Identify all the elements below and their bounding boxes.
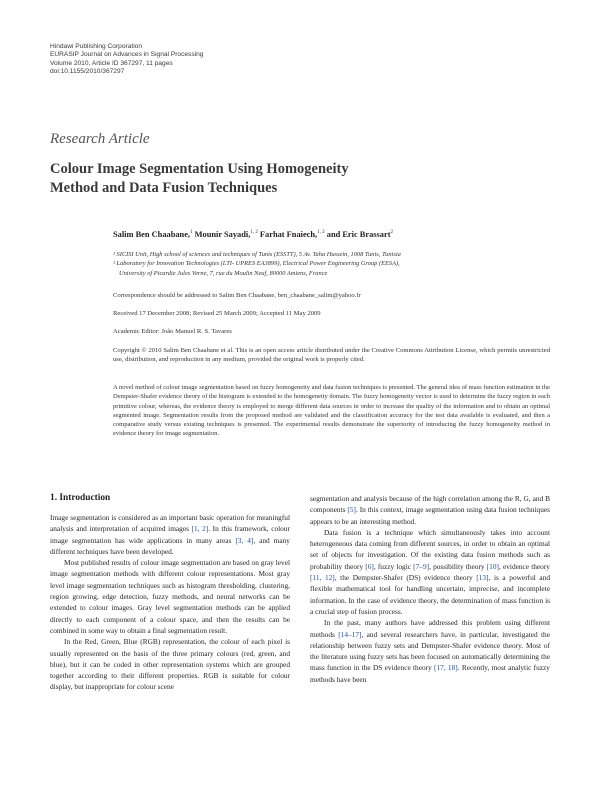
text: segmentation and analysis because of the high correlation among the R, G, and B components: [310, 494, 550, 515]
copyright-notice: Copyright © 2010 Salim Ben Chaabane et al. This is an open access article distributed under the Creative Commons Attribution License, which permits unrestricted use, distribution, and reproduction in any medium, provided the original work is properly cited.: [113, 347, 550, 364]
citation-link[interactable]: [3, 4]: [235, 535, 254, 545]
left-column: [50, 512, 290, 693]
text: In the past, many authors have addressed this problem using different methods: [310, 618, 550, 639]
author-list: [113, 230, 393, 239]
text: , evidence theory: [498, 561, 550, 571]
text: . In this context, image segmentation using data fusion techniques appears to be an interesting method.: [310, 505, 550, 526]
text: , possibility theory: [429, 561, 487, 571]
author-name: Mounir Sayadi,: [192, 230, 251, 239]
text: , is a powerful and flexible mathematical tool for handling uncertain, imprecise, and incomplete information. In the case of evidence theory, the determination of mass function is a crucial step of fusion process.: [310, 573, 550, 616]
section-heading: 1. Introduction: [50, 493, 111, 503]
paragraph: [310, 527, 550, 617]
title-line-2: Method and Data Fusion Techniques: [50, 180, 278, 196]
affiliation-2-cont: University of Picardie Jules Verne, 7, rue du Moulin Neuf, 80000 Amiens, France: [119, 269, 328, 277]
journal-name: EURASIP Journal on Advances in Signal Processing: [50, 51, 204, 59]
paragraph: [50, 512, 290, 557]
citation-link[interactable]: [17, 18]: [434, 663, 458, 673]
text: , and many different techniques have been developed.: [50, 535, 290, 556]
doi[interactable]: doi:10.1155/2010/367297: [50, 67, 125, 75]
text: , fuzzy logic: [373, 561, 414, 571]
citation-link[interactable]: [7–9]: [413, 561, 430, 571]
text: . Recently, most analytic fuzzy methods have been: [310, 663, 550, 684]
citation-link[interactable]: [14–17]: [338, 629, 362, 639]
author-name: and Eric Brassart: [324, 230, 391, 239]
text: , the Dempster-Shafer (DS) evidence theory: [334, 573, 477, 583]
dates: Received 17 December 2008; Revised 25 March 2009; Accepted 11 May 2009: [113, 310, 321, 317]
text: Image segmentation is considered as an important basic operation for meaningful analysis and interpretation of acquired images: [50, 513, 290, 534]
affiliations: [113, 250, 543, 278]
citation-link[interactable]: [5]: [347, 505, 356, 515]
citation-link[interactable]: [10]: [486, 561, 499, 571]
text: . In this framework, colour image segmentation has wide applications in many areas: [50, 524, 290, 545]
journal-header: [50, 43, 203, 76]
paragraph: Most published results of colour image segmentation are based on gray level image segmentation methods with different colour representations. Most gray level image segmentation techniques such as histogram thresholding, clustering, region growing, edge detection, fuzzy methods, and neural networks can be extended to colour images. Gray level segmentation methods can be applied directly to each component of a colour space, and then the results can be combined in some way to obtain a final segmentation result.: [50, 558, 290, 635]
author-name: Salim Ben Chaabane,: [113, 230, 191, 239]
citation-link[interactable]: [13]: [476, 573, 489, 583]
author-affil-mark: 1: [190, 230, 193, 236]
publisher: Hindawi Publishing Corporation: [50, 43, 142, 50]
affiliation-1: ¹ SICISI Unit, High school of sciences and techniques of Tunis (ESSTT), 5 Av. Taha Hussein, 1008 Tunis, Tunisia: [113, 251, 401, 258]
citation-link[interactable]: [11, 12]: [310, 573, 335, 583]
author-affil-mark: 1, 2: [317, 230, 325, 236]
article-type: Research Article: [50, 131, 150, 147]
citation-link[interactable]: [1, 2]: [191, 524, 209, 534]
author-affil-mark: 2: [390, 230, 393, 236]
abstract: A novel method of colour image segmentation based on fuzzy homogeneity and data fusion techniques is presented. The general idea of mass function estimation in the Dempster-Shafer evidence theory of the histogram is extended to the homogeneity domain. The fuzzy homogeneity vector is used to determine the fuzzy region in each primitive colour, whereas, the evidence theory is employed to merge different data sources in order to increase the quality of the information and to obtain an optimal segmented image. Segmentation results from the proposed method are validated and the classification accuracy for the test data available is evaluated, and then a comparative study versus existing techniques is presented. The experimental results demonstrate the superiority of introducing the fuzzy homogeneity method in evidence theory for image segmentation.: [113, 384, 550, 438]
citation-link[interactable]: [6]: [365, 561, 374, 571]
right-column: [310, 493, 550, 685]
paragraph: In the Red, Green, Blue (RGB) representation, the colour of each pixel is usually represented on the basis of the three primary colours (red, green, and blue), but it can be coded in other representation systems which are grouped together according to their different properties. RGB is suitable for colour display, but inappropriate for colour scene: [50, 637, 290, 692]
author-affil-mark: 1, 2: [250, 230, 258, 236]
correspondence: Correspondence should be addressed to Salim Ben Chaabane, ben_chaabane_salim@yahoo.fr: [113, 292, 361, 299]
volume-info: Volume 2010, Article ID 367297, 11 pages: [50, 59, 173, 67]
paragraph: [310, 617, 550, 685]
author-name: Farhat Fnaiech,: [257, 230, 318, 239]
title-line-1: Colour Image Segmentation Using Homogeneity: [50, 161, 349, 177]
academic-editor: Academic Editor: João Manuel R. S. Tavares: [113, 328, 232, 335]
paper-title: [50, 160, 520, 198]
text: , and several researchers have, in particular, investigated the relationship between fuzzy sets and Dempster-Shafer evidence theory. Most of the literature using fuzzy sets has been focused on automatically determining the mass function in the DS evidence theory: [310, 629, 550, 673]
paragraph: [310, 493, 550, 527]
affiliation-2: ² Laboratory for Innovation Technologies (LTI- UPRES EA3899), Electrical Power Engineering Group (EESA),: [113, 260, 400, 268]
text: Data fusion is a technique which simultaneously takes into account heterogeneous data coming from different sources, in order to obtain an optimal set of objects for investigation. Of the existing data fusion methods such as probability theory: [310, 527, 550, 571]
